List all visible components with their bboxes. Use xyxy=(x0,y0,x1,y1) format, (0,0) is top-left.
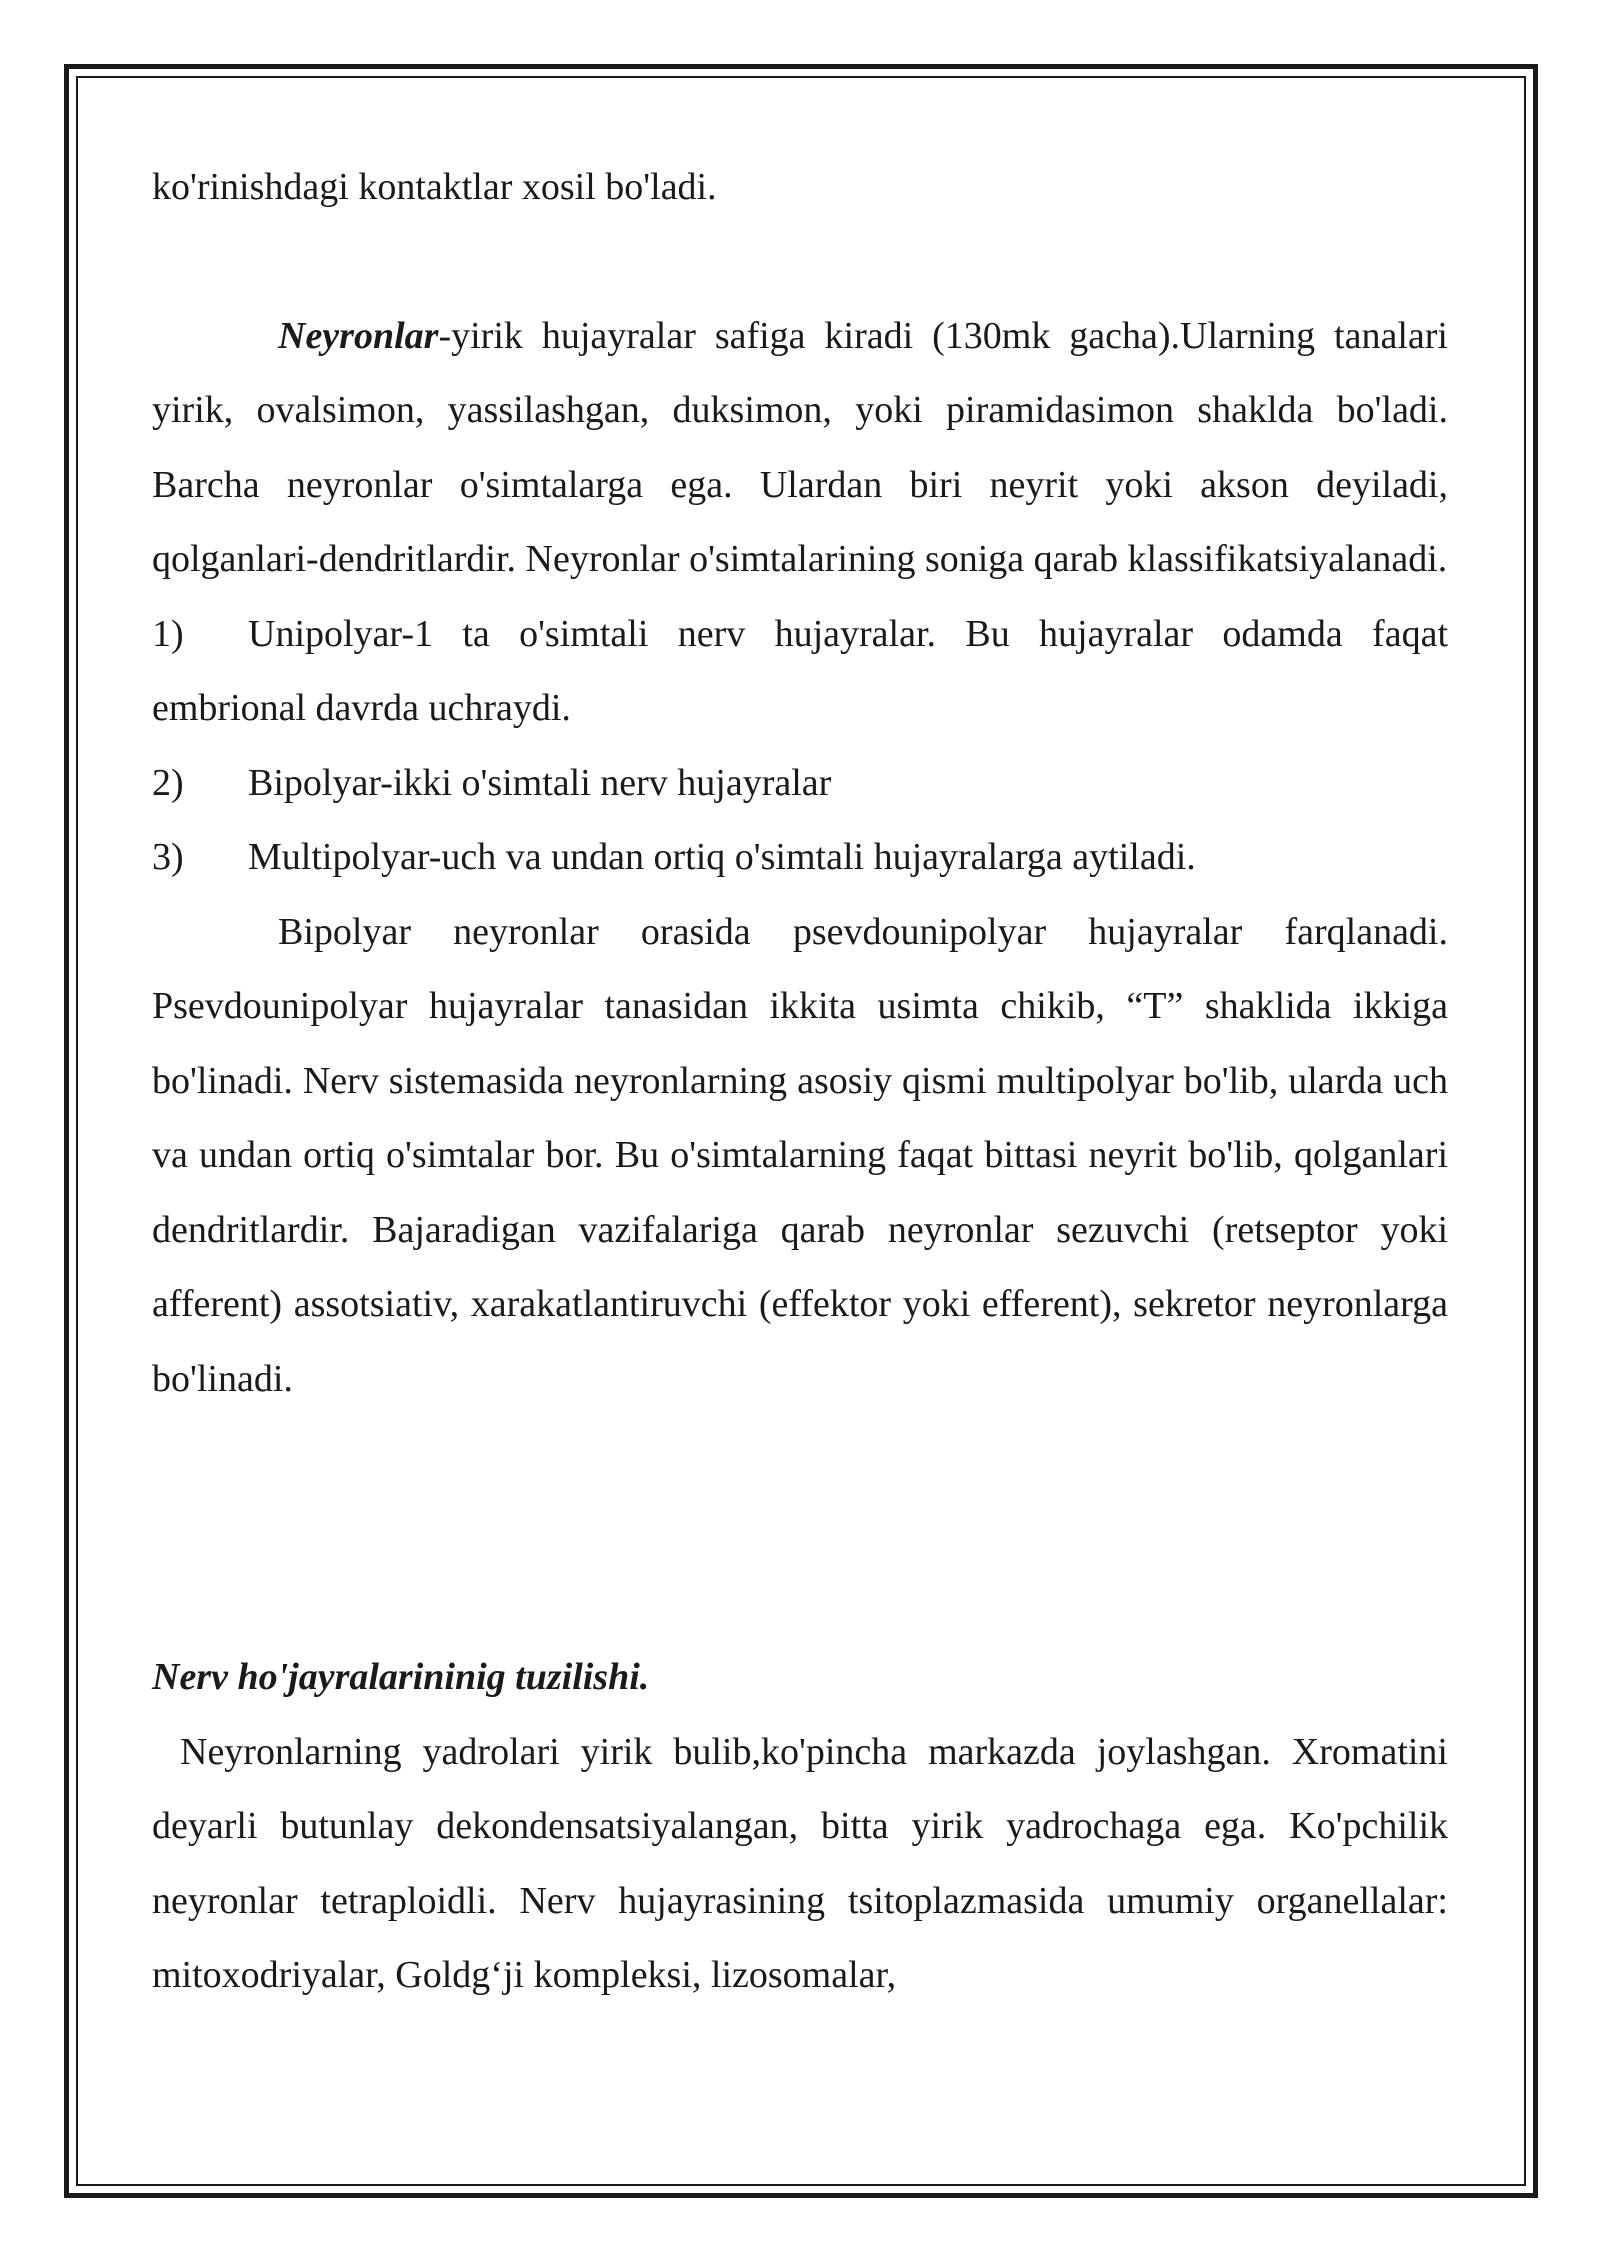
neyronlar-text: -yirik hujayralar safiga kiradi (130mk gacha).Ularning tanalari yirik, ovalsimon, yassilashgan, duksimon, yoki piramidasimon shaklda bo'ladi. Barcha neyronlar o'simtalarga ega. Ulardan biri neyrit yoki akson deyiladi, qolganlari-dendritlardir. Neyronlar o'simtalarining soniga qarab klassifikatsiyalanadi. xyxy=(152,314,1448,580)
yadro-paragraph: Neyronlarning yadrolari yirik bulib,ko'pincha markazda joylashgan. Xromatini deyarli butunlay dekondensatsiyalangan, bitta yirik yadrochaga ega. Ko'pchilik neyronlar tetraploidli. Nerv hujayrasining tsitoplazmasida umumiy organellalar: mitoxodriyalar, Goldg‘ji kompleksi, lizosomalar, xyxy=(152,1730,1448,1996)
list-number: 2) xyxy=(152,761,184,804)
list-text: Unipolyar-1 ta o'simtali nerv hujayralar. Bu hujayralar odamda faqat embrional davrda uchraydi. xyxy=(152,612,1448,729)
section-heading: Nerv ho'jayralarininig tuzilishi. xyxy=(152,1656,650,1698)
neyronlar-paragraph xyxy=(152,299,1448,597)
list-text: Multipolyar-uch va undan ortiq o'simtali hujayralarga aytiladi. xyxy=(248,836,1196,878)
list-item xyxy=(152,820,1448,895)
intro-paragraph: ko'rinishdagi kontaktlar xosil bo'ladi. xyxy=(152,166,717,208)
list-item xyxy=(152,597,1448,746)
bipolyar-paragraph: Bipolyar neyronlar orasida psevdounipolyar hujayralar farqlanadi. Psevdounipolyar hujayralar tanasidan ikkita usimta chikib, “T” shaklida ikkiga bo'linadi. Nerv sistemasida neyronlarning asosiy qismi multipolyar bo'lib, ularda uch va undan ortiq o'simtalar bor. Bu o'simtalarning faqat bittasi neyrit bo'lib, qolganlari dendritlardir. Bajaradigan vazifalariga qarab neyronlar sezuvchi (retseptor yoki afferent) assotsiativ, xarakatlantiruvchi (effektor yoki efferent), sekretor neyronlarga bo'linadi. xyxy=(152,910,1448,1400)
page-content xyxy=(152,150,1448,2013)
section-spacer xyxy=(152,1416,1448,1640)
paragraph-spacer xyxy=(152,225,1448,299)
list-text: Bipolyar-ikki o'simtali nerv hujayralar xyxy=(248,761,832,804)
list-number: 3) xyxy=(152,836,184,878)
list-item xyxy=(152,746,1448,821)
list-number: 1) xyxy=(152,612,184,655)
neyronlar-term: Neyronlar xyxy=(278,314,439,357)
